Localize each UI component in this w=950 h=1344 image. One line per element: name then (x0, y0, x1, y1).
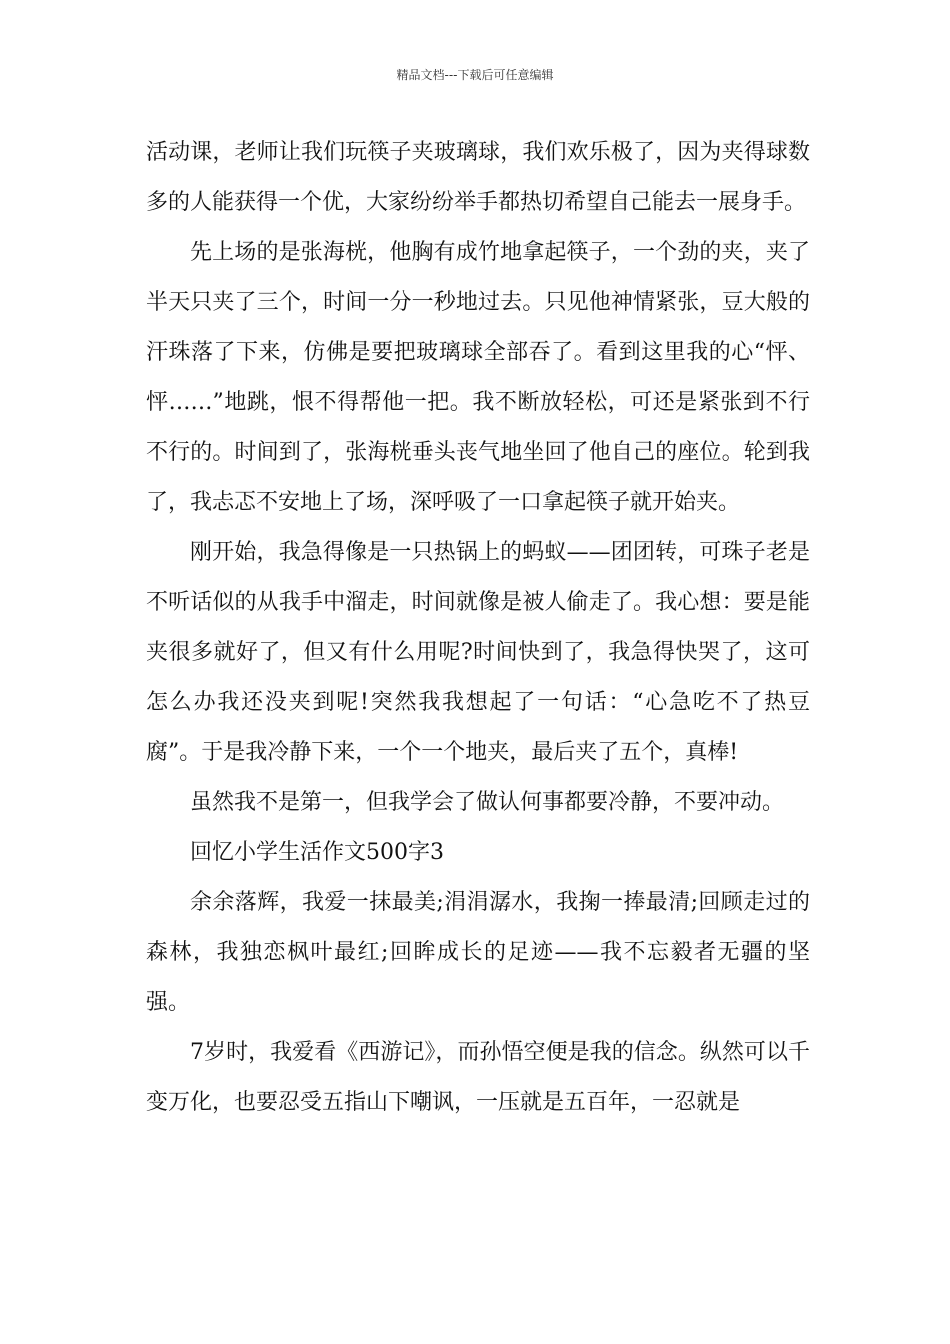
page-header: 精品文档---下载后可任意编辑 (396, 68, 554, 82)
document-body (146, 128, 810, 1128)
paragraph-2: 先上场的是张海桄，他胸有成竹地拿起筷子，一个劲的夹，夹了半天只夹了三个，时间一分一秒地过去。只见他神情紧张，豆大般的汗珠落了下来，仿佛是要把玻璃球全部吞了。看到这里我的心“怦、怦……”地跳，恨不得帮他一把。我不断放轻松，可还是紧张到不行不行的。时间到了，张海桄垂头丧气地坐回了他自己的座位。轮到我了，我忐忑不安地上了场，深呼吸了一口拿起筷子就开始夹。 (146, 240, 810, 515)
paragraph-5: 余余落辉，我爱一抹最美;涓涓潺水，我掬一捧最清;回顾走过的森林，我独恋枫叶最红;回眸成长的足迹——我不忘毅者无疆的坚强。 (146, 890, 810, 1015)
paragraph-3: 刚开始，我急得像是一只热锅上的蚂蚁——团团转，可珠子老是不听话似的从我手中溜走，时间就像是被人偷走了。我心想：要是能夹很多就好了，但又有什么用呢?时间快到了，我急得快哭了，这可怎么办我还没夹到呢!突然我我想起了一句话：“心急吃不了热豆腐”。于是我冷静下来，一个一个地夹，最后夹了五个，真棒! (146, 540, 810, 765)
paragraph-6: 7岁时，我爱看《西游记》，而孙悟空便是我的信念。纵然可以千变万化，也要忍受五指山下嘲讽，一压就是五百年，一忍就是 (146, 1040, 810, 1115)
section-heading: 回忆小学生活作文500字3 (190, 840, 444, 865)
paragraph-4: 虽然我不是第一，但我学会了做认何事都要冷静，不要冲动。 (190, 790, 785, 815)
paragraph-1: 活动课，老师让我们玩筷子夹玻璃球，我们欢乐极了，因为夹得球数多的人能获得一个优，大家纷纷举手都热切希望自己能去一展身手。 (146, 140, 810, 215)
